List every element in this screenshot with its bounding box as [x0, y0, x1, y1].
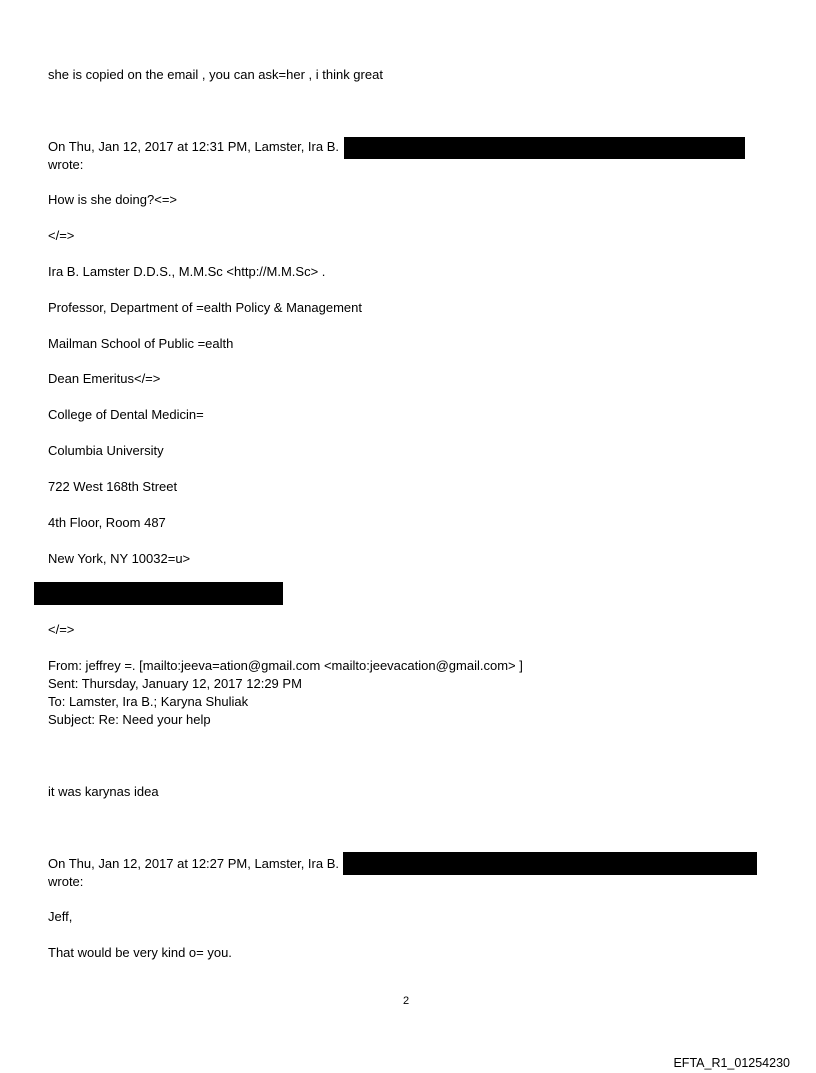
text-line: 4th Floor, Room 487: [48, 515, 166, 530]
text-line: wrote:: [48, 874, 84, 889]
bates-number: EFTA_R1_01254230: [673, 1056, 790, 1070]
text-line: it was karynas idea: [48, 784, 159, 799]
text-line: Dean Emeritus</=>: [48, 371, 161, 386]
email-header-to: To: Lamster, Ira B.; Karyna Shuliak: [48, 694, 249, 709]
redaction-bar: [34, 582, 283, 605]
text-line: Columbia University: [48, 443, 164, 458]
text-line: 722 West 168th Street: [48, 479, 178, 494]
text-line: Mailman School of Public =ealth: [48, 336, 234, 351]
text-line: wrote:: [48, 157, 84, 172]
text-line: College of Dental Medicin=: [48, 407, 204, 422]
text-line: </=>: [48, 228, 75, 243]
text-line: On Thu, Jan 12, 2017 at 12:27 PM, Lamster, Ira B.: [48, 856, 339, 871]
email-header-sent: Sent: Thursday, January 12, 2017 12:29 PM: [48, 676, 302, 691]
redaction-bar: [344, 137, 745, 159]
page-number: 2: [403, 995, 410, 1007]
email-header-subject: Subject: Re: Need your help: [48, 712, 211, 727]
text-line: </=>: [48, 622, 75, 637]
text-line: Professor, Department of =ealth Policy & Management: [48, 300, 362, 315]
text-line: she is copied on the email , you can ask=her , i think great: [48, 67, 383, 82]
text-line: On Thu, Jan 12, 2017 at 12:31 PM, Lamster, Ira B.: [48, 139, 339, 154]
text-line: Ira B. Lamster D.D.S., M.M.Sc <http://M.M.Sc> .: [48, 264, 326, 279]
text-line: How is she doing?<=>: [48, 192, 178, 207]
redaction-bar: [343, 852, 757, 875]
text-line: Jeff,: [48, 909, 73, 924]
text-line: That would be very kind o= you.: [48, 945, 232, 960]
text-line: New York, NY 10032=u>: [48, 551, 191, 566]
email-header-from: From: jeffrey =. [mailto:jeeva=ation@gmail.com <mailto:jeevacation@gmail.com> ]: [48, 658, 523, 673]
